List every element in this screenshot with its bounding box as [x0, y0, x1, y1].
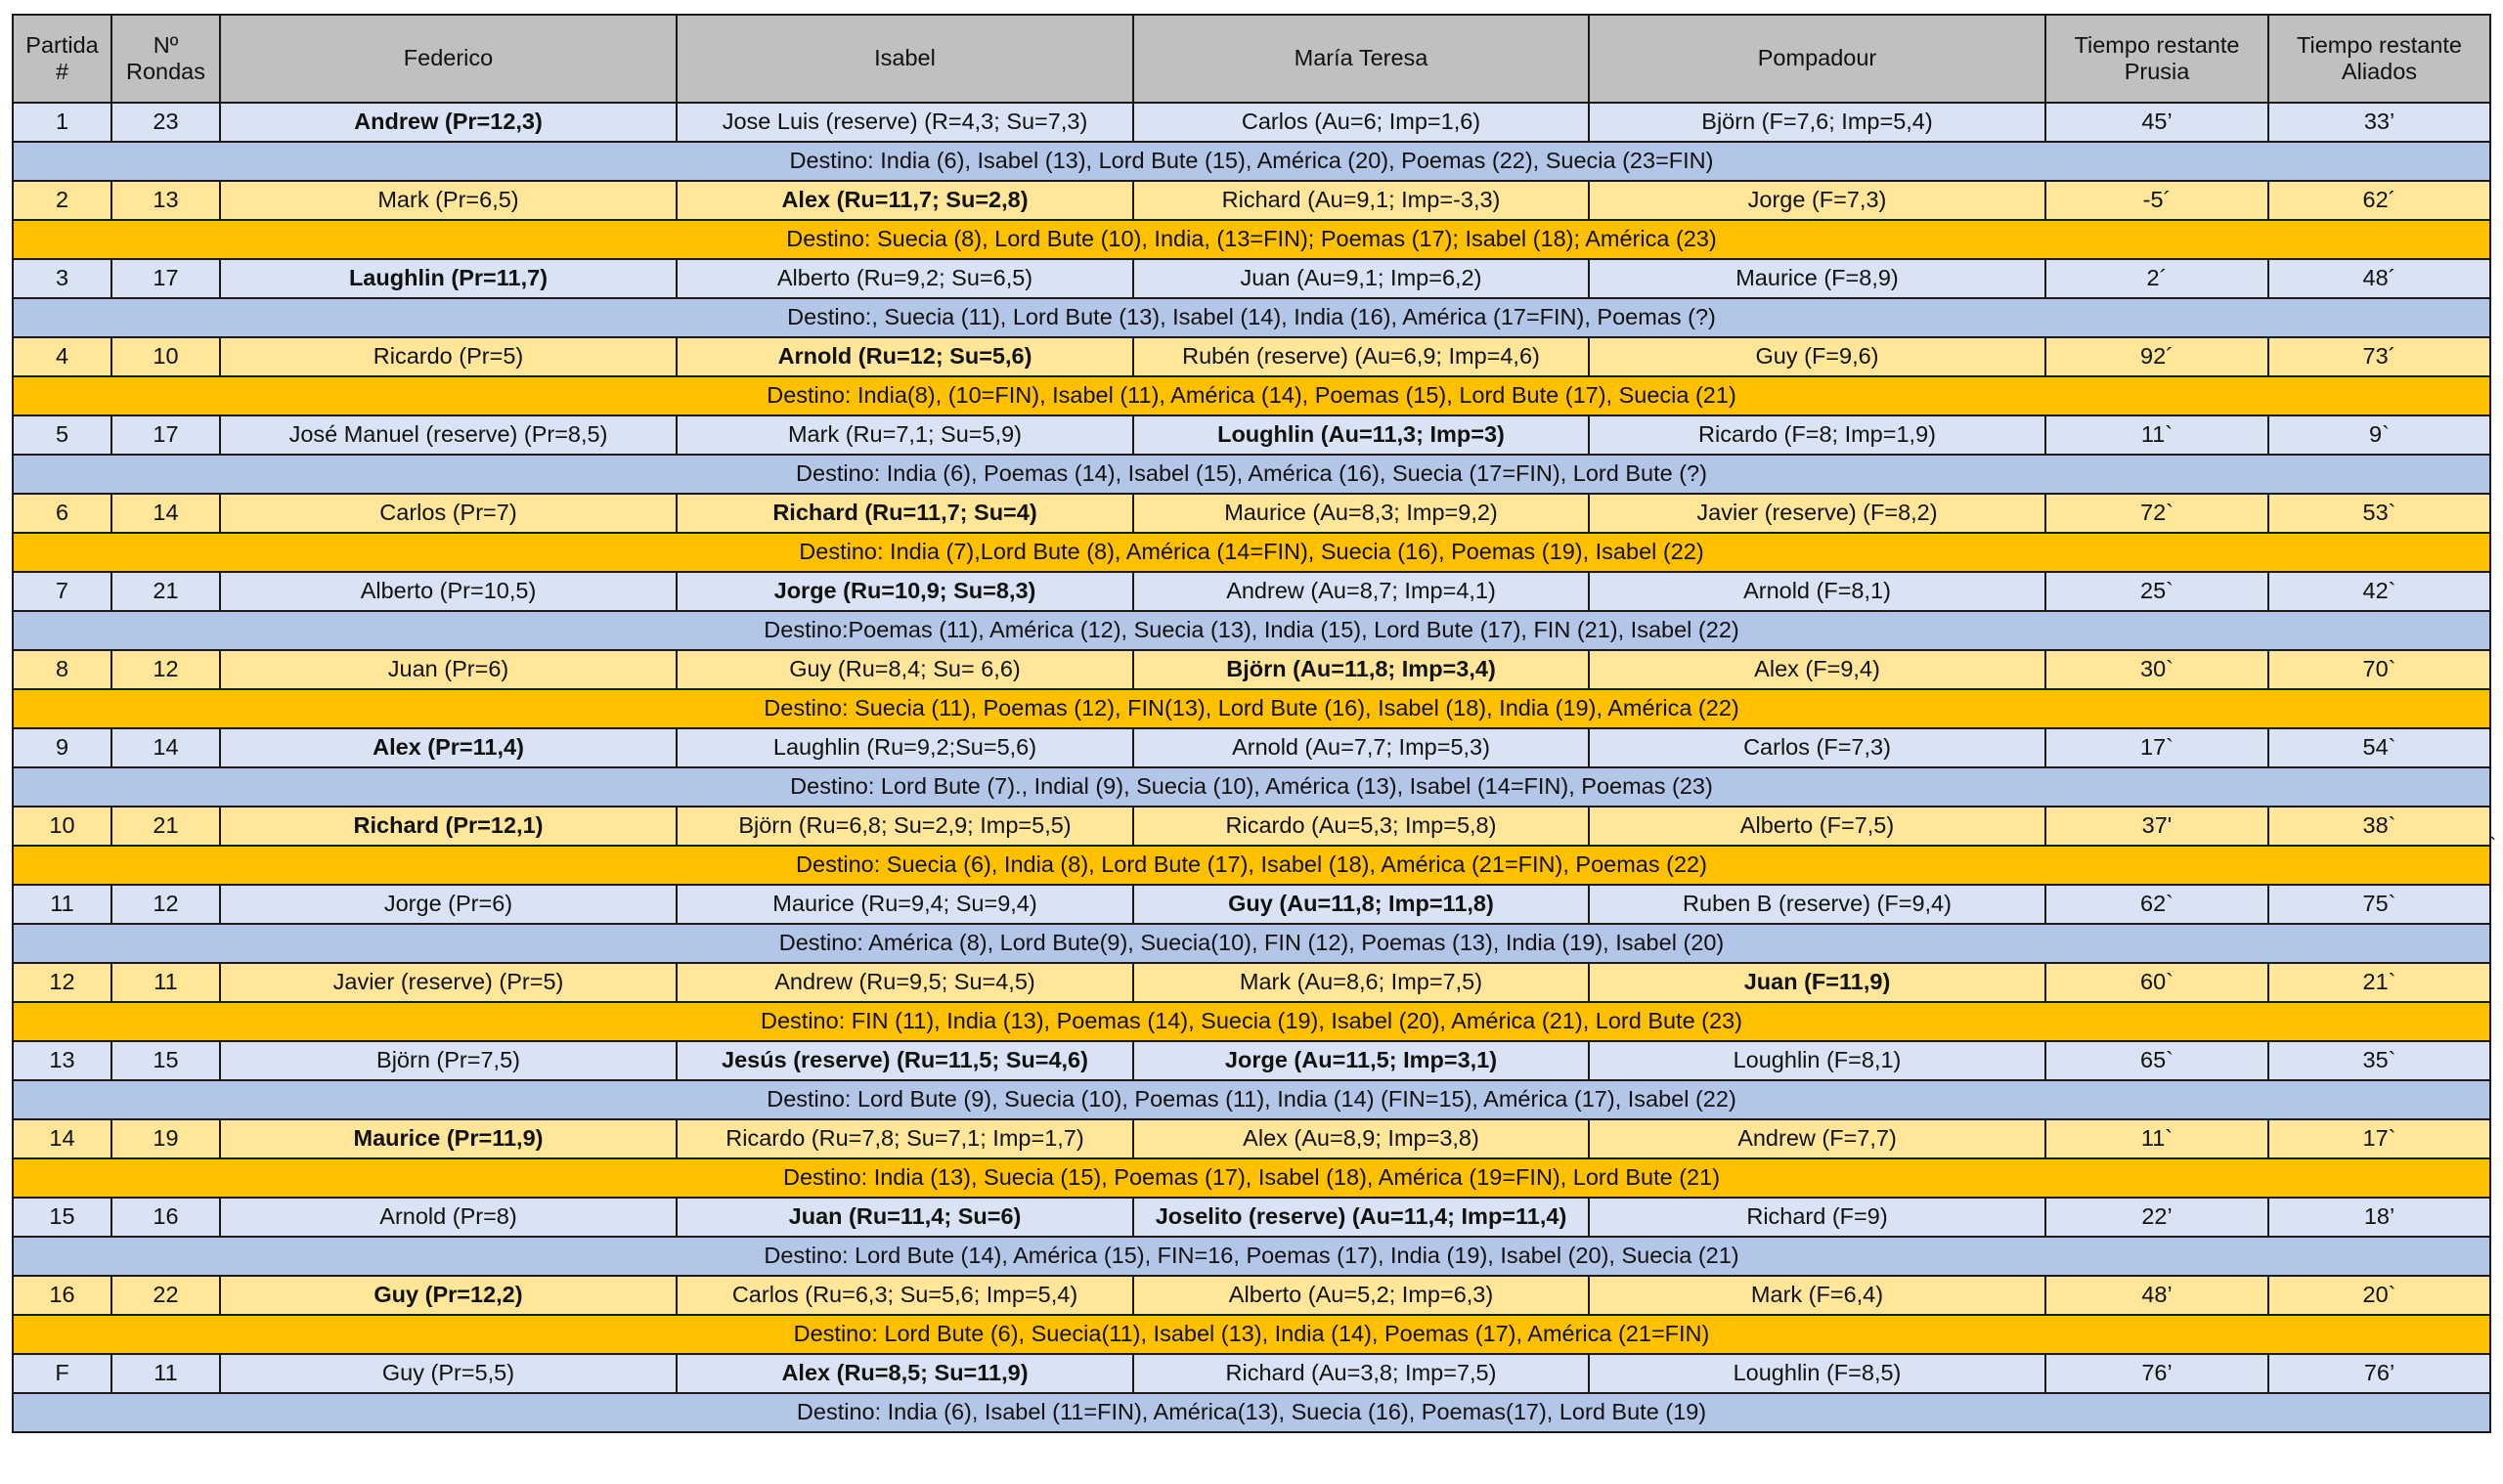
federico-cell: Björn (Pr=7,5) [220, 1041, 677, 1080]
rondas-cell: 16 [111, 1198, 220, 1237]
header-row [13, 15, 2490, 103]
tiempo-aliados-cell: 73´ [2268, 337, 2490, 376]
destino-row [13, 1315, 2490, 1354]
pompadour-cell: Maurice (F=8,9) [1589, 259, 2045, 298]
destino-row [13, 1002, 2490, 1041]
isabel-cell: Björn (Ru=6,8; Su=2,9; Imp=5,5) [677, 807, 1133, 846]
federico-cell: Laughlin (Pr=11,7) [220, 259, 677, 298]
destino-row [13, 1158, 2490, 1198]
tiempo-aliados-cell: 20` [2268, 1276, 2490, 1315]
header-pompadour: Pompadour [1589, 15, 2045, 103]
tiempo-aliados-cell: 75` [2268, 885, 2490, 924]
tiempo-prusia-cell: 25` [2045, 572, 2268, 611]
tiempo-aliados-cell: 62´ [2268, 181, 2490, 220]
tiempo-aliados-cell: 18’ [2268, 1198, 2490, 1237]
destino-cell: Destino: India (6), Poemas (14), Isabel (15), América (16), Suecia (17=FIN), Lord Bute (?) [13, 455, 2490, 494]
tiempo-prusia-cell: 62` [2045, 885, 2268, 924]
isabel-cell: Jesús (reserve) (Ru=11,5; Su=4,6) [677, 1041, 1133, 1080]
federico-cell: Guy (Pr=12,2) [220, 1276, 677, 1315]
tiempo-prusia-cell: 17` [2045, 728, 2268, 767]
tiempo-prusia-cell: 60` [2045, 963, 2268, 1002]
isabel-cell: Carlos (Ru=6,3; Su=5,6; Imp=5,4) [677, 1276, 1133, 1315]
header-isabel: Isabel [677, 15, 1133, 103]
header-rondas: Nº Rondas [111, 15, 220, 103]
destino-row [13, 455, 2490, 494]
partida-cell: 5 [13, 415, 111, 455]
tiempo-prusia-cell: 65` [2045, 1041, 2268, 1080]
tiempo-prusia-cell: 22’ [2045, 1198, 2268, 1237]
rondas-cell: 13 [111, 181, 220, 220]
maria-teresa-cell: Richard (Au=3,8; Imp=7,5) [1133, 1354, 1589, 1393]
tiempo-prusia-cell: 2´ [2045, 259, 2268, 298]
pompadour-cell: Ruben B (reserve) (F=9,4) [1589, 885, 2045, 924]
destino-row [13, 376, 2490, 415]
federico-cell: Ricardo (Pr=5) [220, 337, 677, 376]
maria-teresa-cell: Björn (Au=11,8; Imp=3,4) [1133, 650, 1589, 689]
tiempo-prusia-cell: 11` [2045, 415, 2268, 455]
tiempo-aliados-cell: 53` [2268, 494, 2490, 533]
header-partida: Partida # [13, 15, 111, 103]
destino-row [13, 1237, 2490, 1276]
maria-teresa-cell: Juan (Au=9,1; Imp=6,2) [1133, 259, 1589, 298]
rondas-cell: 12 [111, 885, 220, 924]
pompadour-cell: Juan (F=11,9) [1589, 963, 2045, 1002]
partida-cell: 2 [13, 181, 111, 220]
maria-teresa-cell: Mark (Au=8,6; Imp=7,5) [1133, 963, 1589, 1002]
table-row [13, 494, 2490, 533]
isabel-cell: Mark (Ru=7,1; Su=5,9) [677, 415, 1133, 455]
federico-cell: Alex (Pr=11,4) [220, 728, 677, 767]
rondas-cell: 21 [111, 572, 220, 611]
isabel-cell: Juan (Ru=11,4; Su=6) [677, 1198, 1133, 1237]
side-mark: ` [2489, 833, 2497, 857]
partida-cell: 3 [13, 259, 111, 298]
partida-cell: 16 [13, 1276, 111, 1315]
tiempo-aliados-cell: 35` [2268, 1041, 2490, 1080]
federico-cell: Mark (Pr=6,5) [220, 181, 677, 220]
destino-cell: Destino: Suecia (8), Lord Bute (10), India, (13=FIN); Poemas (17); Isabel (18); América (23) [13, 220, 2490, 259]
maria-teresa-cell: Loughlin (Au=11,3; Imp=3) [1133, 415, 1589, 455]
table-row [13, 1041, 2490, 1080]
table-row [13, 807, 2490, 846]
federico-cell: Maurice (Pr=11,9) [220, 1119, 677, 1158]
destino-cell: Destino:, Suecia (11), Lord Bute (13), Isabel (14), India (16), América (17=FIN), Poemas (?) [13, 298, 2490, 337]
partida-cell: 4 [13, 337, 111, 376]
pompadour-cell: Javier (reserve) (F=8,2) [1589, 494, 2045, 533]
tiempo-aliados-cell: 42` [2268, 572, 2490, 611]
table-row [13, 963, 2490, 1002]
destino-cell: Destino: Suecia (11), Poemas (12), FIN(13), Lord Bute (16), Isabel (18), India (19), América (22) [13, 689, 2490, 728]
tiempo-prusia-cell: 45’ [2045, 103, 2268, 142]
table-row [13, 259, 2490, 298]
destino-cell: Destino: Lord Bute (14), América (15), FIN=16, Poemas (17), India (19), Isabel (20), Suecia (21) [13, 1237, 2490, 1276]
federico-cell: Juan (Pr=6) [220, 650, 677, 689]
tiempo-aliados-cell: 38` [2268, 807, 2490, 846]
pompadour-cell: Arnold (F=8,1) [1589, 572, 2045, 611]
rondas-cell: 17 [111, 415, 220, 455]
federico-cell: Jorge (Pr=6) [220, 885, 677, 924]
tiempo-aliados-cell: 17` [2268, 1119, 2490, 1158]
destino-row [13, 1393, 2490, 1432]
destino-row [13, 611, 2490, 650]
isabel-cell: Andrew (Ru=9,5; Su=4,5) [677, 963, 1133, 1002]
tiempo-prusia-cell: 76’ [2045, 1354, 2268, 1393]
destino-cell: Destino: FIN (11), India (13), Poemas (14), Suecia (19), Isabel (20), América (21), Lord Bute (23) [13, 1002, 2490, 1041]
maria-teresa-cell: Arnold (Au=7,7; Imp=5,3) [1133, 728, 1589, 767]
destino-row [13, 767, 2490, 807]
rondas-cell: 17 [111, 259, 220, 298]
rondas-cell: 14 [111, 494, 220, 533]
maria-teresa-cell: Richard (Au=9,1; Imp=-3,3) [1133, 181, 1589, 220]
maria-teresa-cell: Jorge (Au=11,5; Imp=3,1) [1133, 1041, 1589, 1080]
partida-cell: 8 [13, 650, 111, 689]
isabel-cell: Jose Luis (reserve) (R=4,3; Su=7,3) [677, 103, 1133, 142]
isabel-cell: Maurice (Ru=9,4; Su=9,4) [677, 885, 1133, 924]
destino-row [13, 689, 2490, 728]
header-maria-teresa: María Teresa [1133, 15, 1589, 103]
maria-teresa-cell: Joselito (reserve) (Au=11,4; Imp=11,4) [1133, 1198, 1589, 1237]
rondas-cell: 23 [111, 103, 220, 142]
pompadour-cell: Alex (F=9,4) [1589, 650, 2045, 689]
table-row [13, 337, 2490, 376]
destino-row [13, 924, 2490, 963]
table-row [13, 572, 2490, 611]
maria-teresa-cell: Rubén (reserve) (Au=6,9; Imp=4,6) [1133, 337, 1589, 376]
tiempo-prusia-cell: -5´ [2045, 181, 2268, 220]
partida-cell: 10 [13, 807, 111, 846]
partida-cell: 15 [13, 1198, 111, 1237]
isabel-cell: Jorge (Ru=10,9; Su=8,3) [677, 572, 1133, 611]
federico-cell: Carlos (Pr=7) [220, 494, 677, 533]
destino-row [13, 1080, 2490, 1119]
isabel-cell: Alex (Ru=8,5; Su=11,9) [677, 1354, 1133, 1393]
rondas-cell: 21 [111, 807, 220, 846]
isabel-cell: Ricardo (Ru=7,8; Su=7,1; Imp=1,7) [677, 1119, 1133, 1158]
partida-cell: F [13, 1354, 111, 1393]
tiempo-prusia-cell: 92´ [2045, 337, 2268, 376]
maria-teresa-cell: Alberto (Au=5,2; Imp=6,3) [1133, 1276, 1589, 1315]
destino-cell: Destino: Lord Bute (7)., Indial (9), Suecia (10), América (13), Isabel (14=FIN), Poemas (23) [13, 767, 2490, 807]
tiempo-aliados-cell: 9` [2268, 415, 2490, 455]
destino-cell: Destino: India (13), Suecia (15), Poemas (17), Isabel (18), América (19=FIN), Lord Bute (21) [13, 1158, 2490, 1198]
table-row [13, 415, 2490, 455]
table-row [13, 728, 2490, 767]
pompadour-cell: Björn (F=7,6; Imp=5,4) [1589, 103, 2045, 142]
federico-cell: Javier (reserve) (Pr=5) [220, 963, 677, 1002]
federico-cell: Arnold (Pr=8) [220, 1198, 677, 1237]
table-row [13, 181, 2490, 220]
header-tiempo-aliados: Tiempo restante Aliados [2268, 15, 2490, 103]
tiempo-aliados-cell: 54` [2268, 728, 2490, 767]
partida-cell: 12 [13, 963, 111, 1002]
destino-cell: Destino: Suecia (6), India (8), Lord Bute (17), Isabel (18), América (21=FIN), Poemas (22) [13, 846, 2490, 885]
isabel-cell: Alex (Ru=11,7; Su=2,8) [677, 181, 1133, 220]
isabel-cell: Alberto (Ru=9,2; Su=6,5) [677, 259, 1133, 298]
maria-teresa-cell: Ricardo (Au=5,3; Imp=5,8) [1133, 807, 1589, 846]
tiempo-prusia-cell: 72` [2045, 494, 2268, 533]
federico-cell: Guy (Pr=5,5) [220, 1354, 677, 1393]
destino-cell: Destino: Lord Bute (6), Suecia(11), Isabel (13), India (14), Poemas (17), América (21=FIN) [13, 1315, 2490, 1354]
isabel-cell: Laughlin (Ru=9,2;Su=5,6) [677, 728, 1133, 767]
table-row [13, 650, 2490, 689]
maria-teresa-cell: Alex (Au=8,9; Imp=3,8) [1133, 1119, 1589, 1158]
rondas-cell: 19 [111, 1119, 220, 1158]
isabel-cell: Guy (Ru=8,4; Su= 6,6) [677, 650, 1133, 689]
destino-cell: Destino: India (6), Isabel (11=FIN), América(13), Suecia (16), Poemas(17), Lord Bute (19) [13, 1393, 2490, 1432]
rondas-cell: 11 [111, 963, 220, 1002]
partida-cell: 14 [13, 1119, 111, 1158]
destino-cell: Destino: India (7),Lord Bute (8), América (14=FIN), Suecia (16), Poemas (19), Isabel (22) [13, 533, 2490, 572]
table-row [13, 1354, 2490, 1393]
destino-cell: Destino: India(8), (10=FIN), Isabel (11), América (14), Poemas (15), Lord Bute (17), Suecia (21) [13, 376, 2490, 415]
rondas-cell: 14 [111, 728, 220, 767]
rondas-cell: 10 [111, 337, 220, 376]
pompadour-cell: Carlos (F=7,3) [1589, 728, 2045, 767]
isabel-cell: Arnold (Ru=12; Su=5,6) [677, 337, 1133, 376]
tiempo-aliados-cell: 76’ [2268, 1354, 2490, 1393]
pompadour-cell: Ricardo (F=8; Imp=1,9) [1589, 415, 2045, 455]
tiempo-aliados-cell: 48´ [2268, 259, 2490, 298]
pompadour-cell: Andrew (F=7,7) [1589, 1119, 2045, 1158]
partida-cell: 9 [13, 728, 111, 767]
header-tiempo-prusia: Tiempo restante Prusia [2045, 15, 2268, 103]
table-row [13, 1276, 2490, 1315]
destino-cell: Destino:Poemas (11), América (12), Suecia (13), India (15), Lord Bute (17), FIN (21), Isabel (22) [13, 611, 2490, 650]
partida-cell: 6 [13, 494, 111, 533]
pompadour-cell: Alberto (F=7,5) [1589, 807, 2045, 846]
header-federico: Federico [220, 15, 677, 103]
maria-teresa-cell: Guy (Au=11,8; Imp=11,8) [1133, 885, 1589, 924]
partida-cell: 11 [13, 885, 111, 924]
table-row [13, 1198, 2490, 1237]
partida-cell: 1 [13, 103, 111, 142]
pompadour-cell: Loughlin (F=8,1) [1589, 1041, 2045, 1080]
partida-cell: 13 [13, 1041, 111, 1080]
destino-row [13, 533, 2490, 572]
destino-cell: Destino: India (6), Isabel (13), Lord Bute (15), América (20), Poemas (22), Suecia (23=FIN) [13, 142, 2490, 181]
tiempo-prusia-cell: 11` [2045, 1119, 2268, 1158]
tiempo-prusia-cell: 48’ [2045, 1276, 2268, 1315]
rondas-cell: 12 [111, 650, 220, 689]
pompadour-cell: Guy (F=9,6) [1589, 337, 2045, 376]
table-row [13, 885, 2490, 924]
pompadour-cell: Richard (F=9) [1589, 1198, 2045, 1237]
destino-row [13, 846, 2490, 885]
maria-teresa-cell: Andrew (Au=8,7; Imp=4,1) [1133, 572, 1589, 611]
destino-cell: Destino: Lord Bute (9), Suecia (10), Poemas (11), India (14) (FIN=15), América (17), Isabel (22) [13, 1080, 2490, 1119]
table-row [13, 1119, 2490, 1158]
federico-cell: Andrew (Pr=12,3) [220, 103, 677, 142]
tiempo-aliados-cell: 33’ [2268, 103, 2490, 142]
federico-cell: José Manuel (reserve) (Pr=8,5) [220, 415, 677, 455]
partida-cell: 7 [13, 572, 111, 611]
tiempo-aliados-cell: 70` [2268, 650, 2490, 689]
maria-teresa-cell: Maurice (Au=8,3; Imp=9,2) [1133, 494, 1589, 533]
maria-teresa-cell: Carlos (Au=6; Imp=1,6) [1133, 103, 1589, 142]
rondas-cell: 22 [111, 1276, 220, 1315]
rondas-cell: 11 [111, 1354, 220, 1393]
pompadour-cell: Loughlin (F=8,5) [1589, 1354, 2045, 1393]
destino-row [13, 220, 2490, 259]
federico-cell: Alberto (Pr=10,5) [220, 572, 677, 611]
results-table [12, 14, 2491, 1433]
pompadour-cell: Jorge (F=7,3) [1589, 181, 2045, 220]
destino-cell: Destino: América (8), Lord Bute(9), Suecia(10), FIN (12), Poemas (13), India (19), Isabel (20) [13, 924, 2490, 963]
tiempo-prusia-cell: 37' [2045, 807, 2268, 846]
destino-row [13, 298, 2490, 337]
tiempo-aliados-cell: 21` [2268, 963, 2490, 1002]
table-body [13, 103, 2490, 1432]
destino-row [13, 142, 2490, 181]
pompadour-cell: Mark (F=6,4) [1589, 1276, 2045, 1315]
isabel-cell: Richard (Ru=11,7; Su=4) [677, 494, 1133, 533]
rondas-cell: 15 [111, 1041, 220, 1080]
table-row [13, 103, 2490, 142]
federico-cell: Richard (Pr=12,1) [220, 807, 677, 846]
tiempo-prusia-cell: 30` [2045, 650, 2268, 689]
